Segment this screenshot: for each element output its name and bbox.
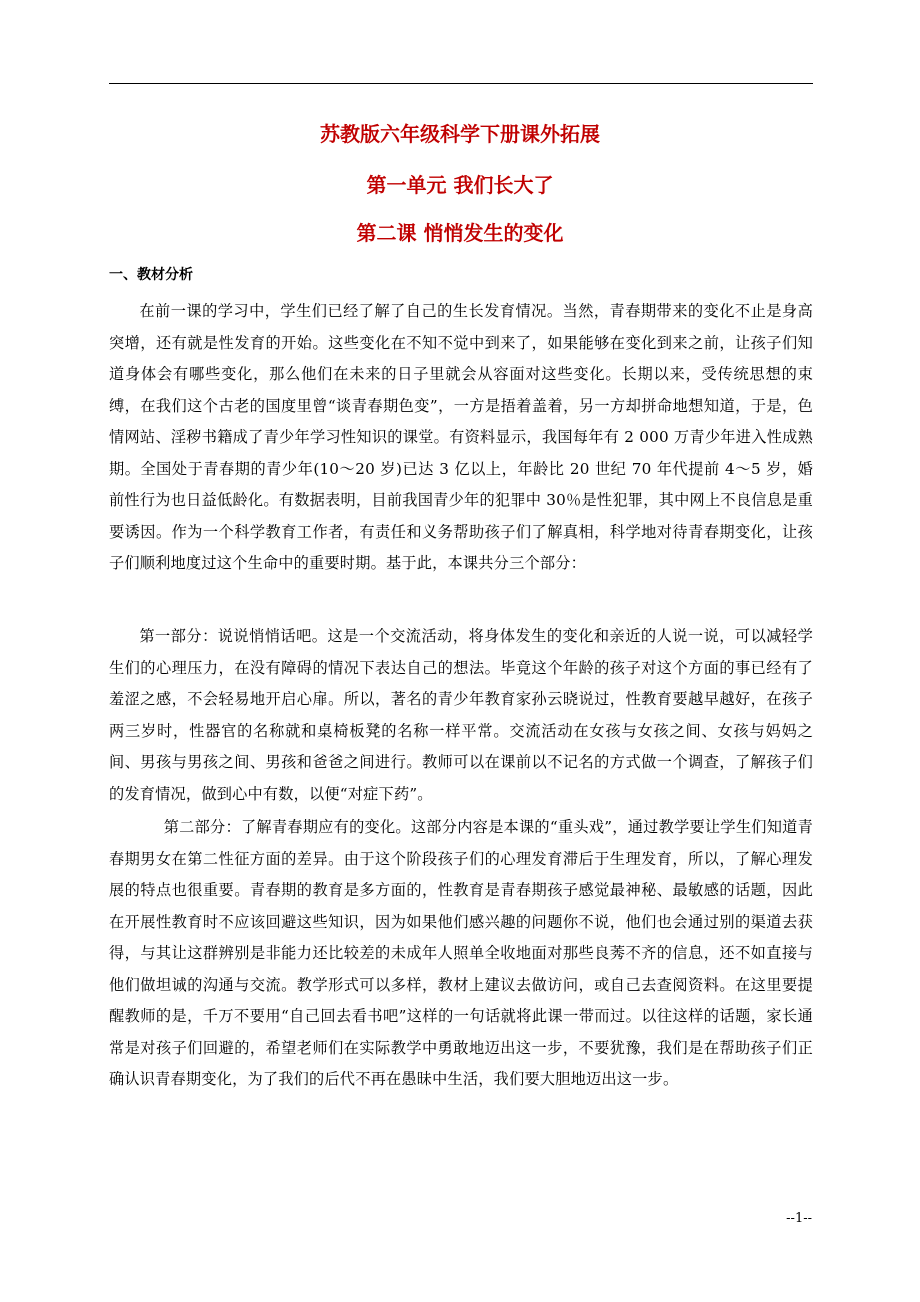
section-heading: 一、教材分析 (109, 267, 193, 283)
unit-title: 第一单元 我们长大了 (366, 173, 554, 197)
paragraph-part-one: 第一部分：说说悄悄话吧。这是一个交流活动，将身体发生的变化和亲近的人说一说，可以减轻学生们的心理压力，在没有障碍的情况下表达自己的想法。毕竟这个年龄的孩子对这个方面的事已经有了羞涩之感，不会轻易地开启心扉。所以，著名的青少年教育家孙云晓说过，性教育要越早越好，在孩子两三岁时，性器官的名称就和桌椅板凳的名称一样平常。交流活动在女孩与女孩之间、女孩与妈妈之间、男孩与男孩之间、男孩和爸爸之间进行。教师可以在课前以不记名的方式做一个调查，了解孩子们的发育情况，做到心中有数，以便“对症下药”。 (109, 627, 813, 803)
page-number: --1-- (786, 1211, 812, 1226)
paragraph-intro: 在前一课的学习中，学生们已经了解了自己的生长发育情况。当然，青春期带来的变化不止是身高突增，还有就是性发育的开始。这些变化在不知不觉中到来了，如果能够在变化到来之前，让孩子们知道身体会有哪些变化，那么他们在未来的日子里就会从容面对这些变化。长期以来，受传统思想的束缚，在我们这个古老的国度里曾“谈青春期色变”，一方是捂着盖着，另一方却拼命地想知道，于是，色情网站、淫秽书籍成了青少年学习性知识的课堂。有资料显示，我国每年有 2 000 万青少年进入性成熟期。全国处于青春期的青少年(10～20 岁)已达 3 亿以上，年龄比 20 世纪 70 年代提前 4～5 岁，婚前性行为也日益低龄化。有数据表明，目前我国青少年的犯罪中 30％是性犯罪，其中网上不良信息是重要诱因。作为一个科学教育工作者，有责任和义务帮助孩子们了解真相，科学地对待青春期变化，让孩子们顺利地度过这个生命中的重要时期。基于此，本课共分三个部分： (109, 302, 813, 572)
document-title: 苏教版六年级科学下册课外拓展 (320, 122, 600, 146)
header-rule (109, 83, 813, 84)
lesson-title: 第二课 悄悄发生的变化 (356, 221, 564, 245)
paragraph-part-two: 第二部分：了解青春期应有的变化。这部分内容是本课的“重头戏”，通过教学要让学生们知道青春期男女在第二性征方面的差异。由于这个阶段孩子们的心理发育滞后于生理发育，所以，了解心理发展的特点也很重要。青春期的教育是多方面的，性教育是青春期孩子感觉最神秘、最敏感的话题，因此在开展性教育时不应该回避这些知识，因为如果他们感兴趣的问题你不说，他们也会通过别的渠道去获得，与其让这群辨别是非能力还比较差的未成年人照单全收地面对那些良莠不齐的信息，还不如直接与他们做坦诚的沟通与交流。教学形式可以多样，教材上建议去做访问，或自己去查阅资料。在这里要提醒教师的是，千万不要用“自己回去看书吧”这样的一句话就将此课一带而过。以往这样的话题，家长通常是对孩子们回避的，希望老师们在实际教学中勇敢地迈出这一步，不要犹豫，我们是在帮助孩子们正确认识青春期变化，为了我们的后代不再在愚昧中生活，我们要大胆地迈出这一步。 (109, 818, 813, 1088)
